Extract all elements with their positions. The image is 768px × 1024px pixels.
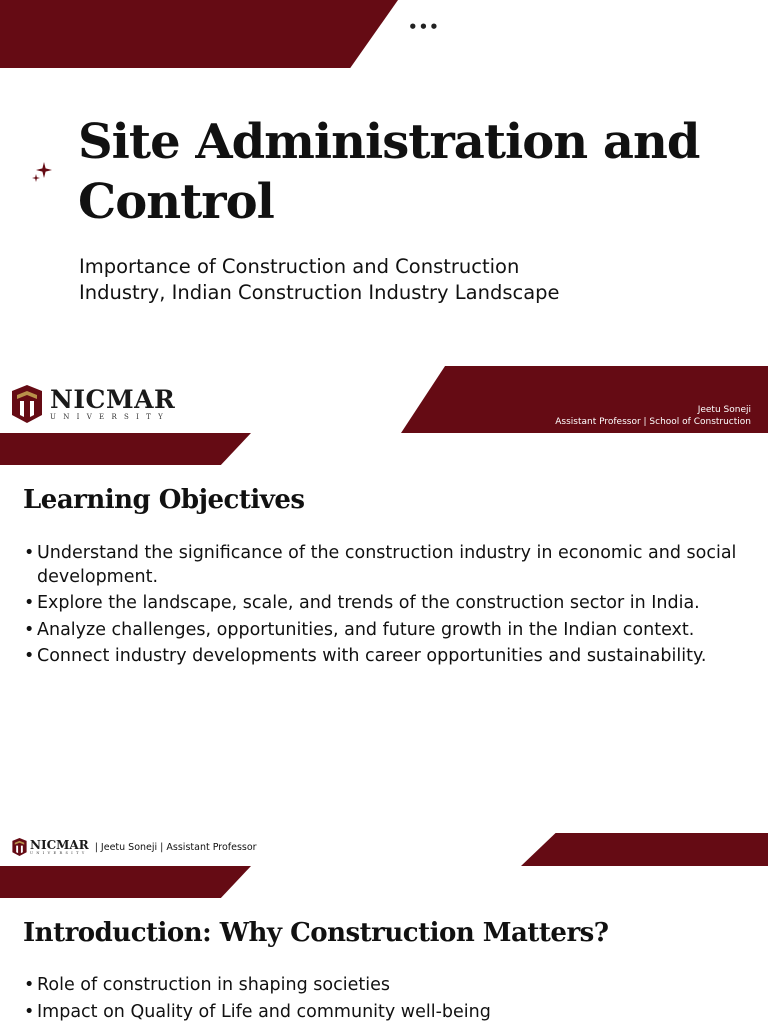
section-heading: Introduction: Why Construction Matters? — [23, 918, 609, 948]
author-role: Assistant Professor | School of Construction — [555, 417, 751, 427]
list-item: • Role of construction in shaping societies — [22, 974, 752, 998]
slide-title-line-2: Control — [78, 174, 274, 230]
list-item: • Analyze challenges, opportunities, and future growth in the Indian context. — [22, 619, 752, 643]
footer-author-text: | Jeetu Soneji | Assistant Professor — [94, 841, 257, 853]
points-list — [22, 974, 752, 1024]
list-item: • Understand the significance of the construction industry in economic and social development. — [22, 542, 752, 589]
slide-subtitle — [79, 254, 639, 306]
author-name: Jeetu Soneji — [697, 405, 751, 415]
slide-title-line-1: Site Administration and — [78, 114, 700, 170]
footer — [12, 838, 257, 856]
ellipsis-icon[interactable]: ••• — [408, 18, 440, 36]
logo-name: NICMAR — [50, 384, 176, 414]
logo-subtitle: UNIVERSITY — [50, 412, 171, 421]
list-item: • Connect industry developments with career opportunities and sustainability. — [22, 645, 752, 669]
nicmar-logo — [12, 384, 175, 424]
nicmar-emblem-icon — [12, 838, 27, 856]
author-info — [555, 404, 751, 428]
learning-objectives-slide — [0, 433, 768, 866]
top-left-accent-band — [0, 433, 251, 465]
nicmar-emblem-icon — [12, 385, 42, 423]
slide-subtitle-line-1: Importance of Construction and Construction — [79, 255, 520, 278]
list-item: • Explore the landscape, scale, and trends of the construction sector in India. — [22, 592, 752, 616]
objectives-list — [22, 542, 752, 672]
footer-logo-subtitle: UNIVERSITY — [30, 851, 88, 855]
slide-subtitle-line-2: Industry, Indian Construction Industry Landscape — [79, 281, 560, 304]
bottom-right-accent-band — [521, 833, 768, 866]
top-left-accent-band — [0, 0, 398, 68]
section-heading: Learning Objectives — [23, 485, 305, 515]
introduction-slide — [0, 866, 768, 1024]
footer-logo-name: NICMAR — [30, 838, 89, 852]
slide-title — [78, 112, 718, 232]
sparkle-icon — [30, 160, 54, 184]
list-item: • Impact on Quality of Life and community well-being — [22, 1001, 752, 1024]
title-slide — [0, 0, 768, 433]
top-left-accent-band — [0, 866, 251, 898]
